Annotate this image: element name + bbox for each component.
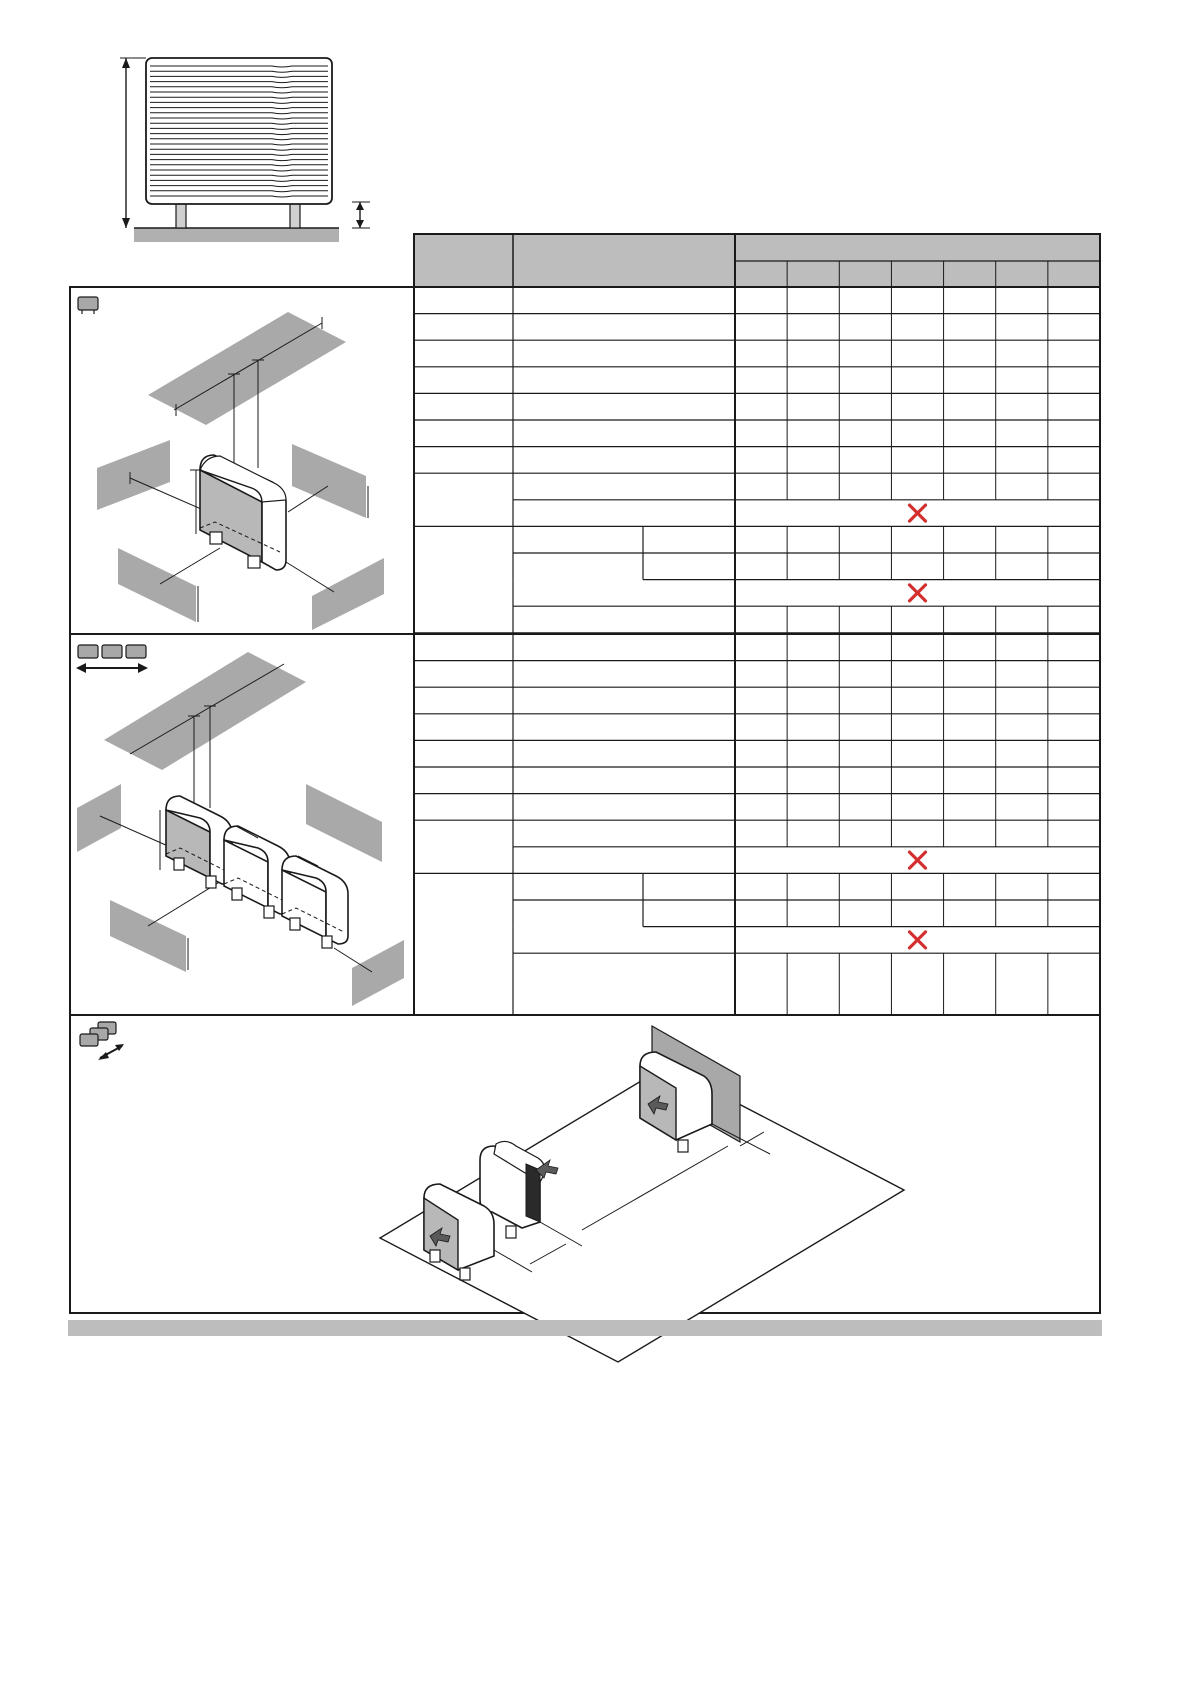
unit-in-row <box>224 826 290 918</box>
table-row <box>414 847 1100 874</box>
unit-in-row <box>282 856 348 948</box>
red-cross-icon <box>910 852 926 868</box>
table-row <box>414 420 1100 447</box>
table-row <box>414 634 1100 661</box>
clearance-table <box>414 287 1100 1015</box>
table-row <box>414 447 1100 474</box>
right-wall-zone <box>292 444 366 518</box>
section-row-of-units <box>76 645 404 1006</box>
left-wall-zone <box>97 440 170 510</box>
table-row <box>414 740 1100 767</box>
table-row <box>414 661 1100 688</box>
table-row <box>414 794 1100 821</box>
right-wall-zone-row <box>306 784 382 862</box>
table-row <box>414 500 1100 527</box>
stacked-units-icon <box>80 1022 124 1060</box>
table-row <box>414 714 1100 741</box>
table-row <box>414 606 1100 633</box>
table-row <box>513 580 1100 607</box>
unit-in-row <box>166 796 232 888</box>
unit-leg-left <box>176 202 186 228</box>
front-left-zone <box>118 548 196 622</box>
front-right-zone <box>312 558 384 630</box>
table-row <box>513 473 1100 500</box>
row-of-units-icon <box>76 645 148 673</box>
ground-strip <box>134 228 339 242</box>
single-unit-icon <box>78 297 98 314</box>
unit-elevation-drawing <box>120 58 370 242</box>
table-row <box>414 393 1100 420</box>
front-right-zone-row <box>352 940 404 1006</box>
table-row <box>513 927 1100 954</box>
left-wall-zone-row <box>77 784 121 852</box>
table-header <box>414 234 1100 287</box>
table-row <box>414 314 1100 341</box>
table-row <box>414 287 1100 314</box>
red-cross-icon <box>910 932 926 948</box>
front-left-zone-row <box>110 900 186 972</box>
top-clearance-zone-row <box>104 652 306 770</box>
unit-leg-right <box>290 202 300 228</box>
section-multiple-rows <box>80 1022 904 1362</box>
table-row <box>513 873 1100 900</box>
table-row <box>513 820 1100 847</box>
red-cross-icon <box>910 585 926 601</box>
section-single-unit <box>78 297 384 630</box>
table-row <box>513 526 1100 553</box>
table-row <box>513 553 1100 580</box>
unit-isometric <box>190 455 286 570</box>
footer-bar <box>68 1320 1102 1336</box>
table-row <box>513 900 1100 927</box>
table-row <box>414 340 1100 367</box>
table-row <box>414 953 1100 1015</box>
red-cross-icon <box>910 505 926 521</box>
table-row <box>414 687 1100 714</box>
table-row <box>414 767 1100 794</box>
table-row <box>414 367 1100 394</box>
unit-body-grille <box>146 58 332 204</box>
